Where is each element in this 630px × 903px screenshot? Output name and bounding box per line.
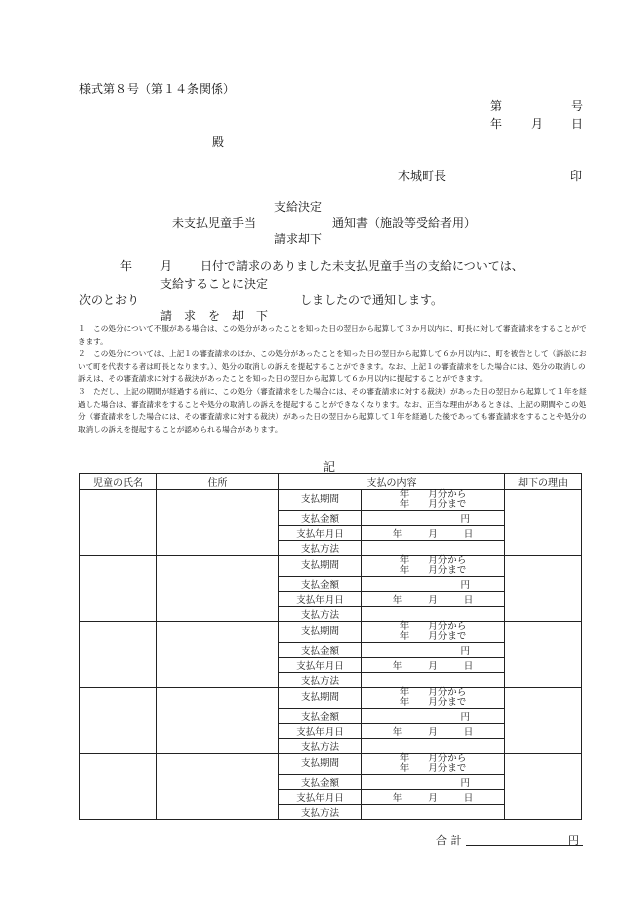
table-header-row — [80, 474, 582, 490]
note-3: ３ ただし、上記の期間が経過する前に、この処分（審査請求をした場合には、その審査請求に対する裁決）があった日の翌日から起算して１年を経過した場合は、審査請求をすることや処分の取消しの訴えを提起することができなくなります。なお、正当な理由があるときは、上記の期間やこの処分（審査請求をした場合には、その審査請求に対する裁決）があった日の翌日から起算して１年を経過した後であっても審査請求をすることや処分の取消しの訴えを提起することが認められる場合があります。 — [78, 386, 587, 434]
payment-date-day: 日 — [463, 661, 474, 672]
header-payment-content: 支払の内容 — [279, 474, 505, 490]
doc-no-go: 号 — [571, 99, 584, 113]
payment-date-value[interactable] — [362, 790, 505, 805]
period-to: 年 月分まで — [399, 697, 467, 708]
body-year: 年 — [120, 259, 133, 273]
payment-method-label: 支払方法 — [279, 673, 362, 688]
payment-date-day: 日 — [463, 529, 474, 540]
period-label: 支払期間 — [279, 688, 362, 709]
payment-date-value[interactable] — [362, 658, 505, 673]
payment-date-label: 支払年月日 — [279, 790, 362, 805]
title-subject: 未支払児童手当 — [172, 216, 257, 230]
payment-date-month: 月 — [428, 727, 438, 738]
payment-method-label: 支払方法 — [279, 541, 362, 556]
rejection-reason-cell[interactable] — [505, 490, 582, 556]
address-cell[interactable] — [157, 622, 279, 688]
child-name-cell[interactable] — [80, 622, 157, 688]
payment-method-value[interactable] — [362, 673, 505, 688]
body-tail: しましたので通知します。 — [300, 293, 444, 307]
address-cell[interactable] — [157, 490, 279, 556]
total-unit: 円 — [568, 834, 579, 847]
body-option-top: 支給することに決定 — [160, 277, 269, 291]
payment-date-value[interactable] — [362, 724, 505, 739]
child-name-cell[interactable] — [80, 490, 157, 556]
period-value[interactable] — [362, 490, 505, 511]
period-from: 年 月分から — [399, 687, 467, 698]
amount-value[interactable]: 円 — [362, 511, 505, 526]
rejection-reason-cell[interactable] — [505, 688, 582, 754]
period-to: 年 月分まで — [399, 631, 467, 642]
period-from: 年 月分から — [399, 753, 467, 764]
date-year: 年 — [490, 117, 503, 131]
child-name-cell[interactable] — [80, 556, 157, 622]
amount-value[interactable]: 円 — [362, 775, 505, 790]
payment-date-year: 年 — [392, 793, 403, 804]
date-day: 日 — [571, 117, 584, 131]
record-table — [79, 473, 582, 820]
note-1: １ この処分について不服がある場合は、この処分があったことを知った日の翌日から起算して３か月以内に、町長に対して審査請求をすることができます。 — [78, 324, 587, 346]
table-row — [80, 622, 582, 643]
amount-label: 支払金額 — [279, 577, 362, 592]
period-from: 年 月分から — [399, 489, 467, 500]
period-label: 支払期間 — [279, 754, 362, 775]
period-label: 支払期間 — [279, 490, 362, 511]
table-row — [80, 754, 582, 775]
ki-heading: 記 — [323, 460, 336, 474]
payment-date-label: 支払年月日 — [279, 592, 362, 607]
period-to: 年 月分まで — [399, 565, 467, 576]
period-to: 年 月分まで — [399, 499, 467, 510]
amount-label: 支払金額 — [279, 709, 362, 724]
payment-date-year: 年 — [392, 595, 403, 606]
amount-value[interactable]: 円 — [362, 709, 505, 724]
payment-date-day: 日 — [463, 595, 474, 606]
table-row — [80, 688, 582, 709]
address-cell[interactable] — [157, 688, 279, 754]
payment-date-year: 年 — [392, 529, 403, 540]
body-lead: 次のとおり — [79, 293, 140, 307]
payment-date-day: 日 — [463, 793, 474, 804]
payment-method-label: 支払方法 — [279, 607, 362, 622]
payment-method-value[interactable] — [362, 607, 505, 622]
rejection-reason-cell[interactable] — [505, 622, 582, 688]
payment-date-value[interactable] — [362, 592, 505, 607]
form-number: 様式第８号（第１４条関係） — [79, 82, 236, 96]
payment-date-value[interactable] — [362, 526, 505, 541]
period-value[interactable] — [362, 754, 505, 775]
payment-date-label: 支払年月日 — [279, 526, 362, 541]
doc-no-dai: 第 — [490, 99, 503, 113]
period-value[interactable] — [362, 622, 505, 643]
title-option-bottom: 請求却下 — [274, 232, 323, 246]
title-option-top: 支給決定 — [274, 200, 323, 214]
issuer-name: 木城町長 — [398, 169, 447, 183]
header-address: 住所 — [157, 474, 279, 490]
body-line1: 日付で請求のありました未支払児童手当の支給については、 — [200, 259, 524, 273]
title-suffix: 通知書（施設等受給者用） — [332, 216, 477, 230]
total-label: 合 計 — [436, 834, 462, 847]
address-cell[interactable] — [157, 754, 279, 820]
body-month: 月 — [160, 259, 173, 273]
body-option-bottom: 請 求 を 却 下 — [160, 309, 269, 323]
header-rejection-reason: 却下の理由 — [505, 474, 582, 490]
period-label: 支払期間 — [279, 622, 362, 643]
rejection-reason-cell[interactable] — [505, 556, 582, 622]
amount-label: 支払金額 — [279, 643, 362, 658]
payment-date-month: 月 — [428, 595, 438, 606]
amount-label: 支払金額 — [279, 775, 362, 790]
table-row — [80, 490, 582, 511]
payment-date-year: 年 — [392, 727, 403, 738]
period-label: 支払期間 — [279, 556, 362, 577]
period-value[interactable] — [362, 556, 505, 577]
address-cell[interactable] — [157, 556, 279, 622]
amount-label: 支払金額 — [279, 511, 362, 526]
payment-date-day: 日 — [463, 727, 474, 738]
period-to: 年 月分まで — [399, 763, 467, 774]
payment-date-month: 月 — [428, 661, 438, 672]
table-row — [80, 556, 582, 577]
payment-date-month: 月 — [428, 529, 438, 540]
table-body — [80, 490, 582, 820]
payment-method-value[interactable] — [362, 541, 505, 556]
note-2: ２ この処分については、上記１の審査請求のほか、この処分があったことを知った日の翌日から起算して６か月以内に、町を被告として（訴訟において町を代表する者は町長となります。）、処分の取消しの訴えを提起することができます。なお、上記１の審査請求をした場合には、処分の取消しの訴えは、その審査請求に対する裁決があったことを知った日の翌日から起算して６か月以内に提起することができます。 — [78, 349, 587, 384]
payment-method-value[interactable] — [362, 739, 505, 754]
addressee-suffix: 殿 — [212, 135, 225, 149]
child-name-cell[interactable] — [80, 754, 157, 820]
period-from: 年 月分から — [399, 621, 467, 632]
payment-date-label: 支払年月日 — [279, 658, 362, 673]
payment-date-year: 年 — [392, 661, 403, 672]
issuer-seal: 印 — [570, 169, 583, 183]
total-amount-line[interactable] — [466, 845, 583, 846]
header-child-name: 児童の氏名 — [80, 474, 157, 490]
period-value[interactable] — [362, 688, 505, 709]
child-name-cell[interactable] — [80, 688, 157, 754]
payment-date-month: 月 — [428, 793, 438, 804]
date-month: 月 — [531, 117, 544, 131]
notes — [78, 323, 588, 436]
period-from: 年 月分から — [399, 555, 467, 566]
amount-value[interactable]: 円 — [362, 643, 505, 658]
payment-method-value[interactable] — [362, 805, 505, 820]
payment-method-label: 支払方法 — [279, 739, 362, 754]
payment-date-label: 支払年月日 — [279, 724, 362, 739]
payment-method-label: 支払方法 — [279, 805, 362, 820]
rejection-reason-cell[interactable] — [505, 754, 582, 820]
amount-value[interactable]: 円 — [362, 577, 505, 592]
